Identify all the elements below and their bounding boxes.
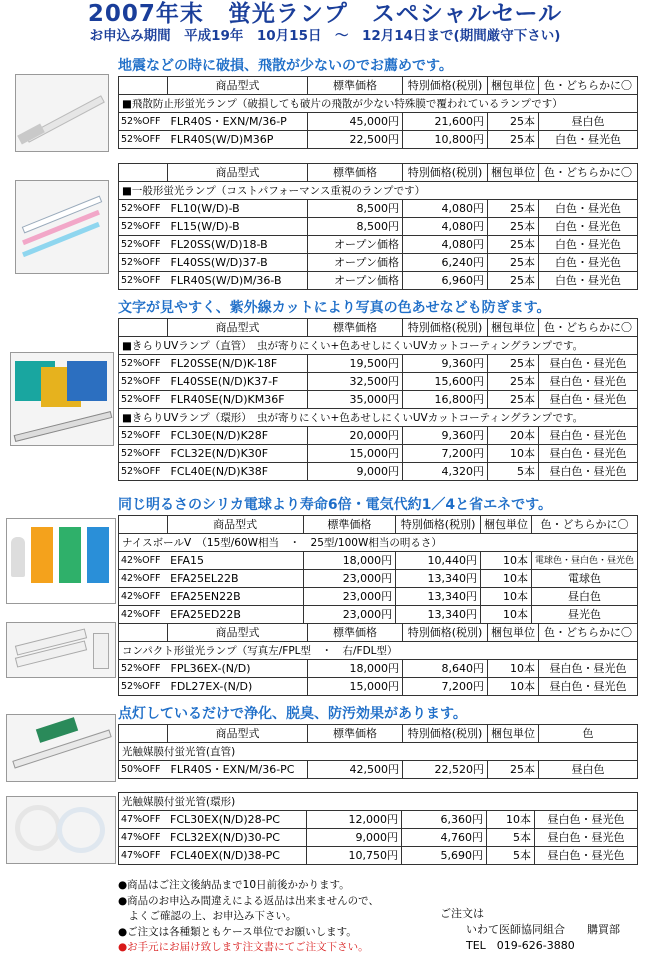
table-row bbox=[119, 445, 638, 463]
contact-block bbox=[440, 906, 620, 954]
discount-label: 52%OFF bbox=[119, 660, 168, 678]
color-options: 白色・昼光色 bbox=[539, 236, 638, 254]
header-model: 商品型式 bbox=[168, 319, 308, 337]
package-unit: 10本 bbox=[487, 811, 535, 829]
special-price: 4,080円 bbox=[403, 236, 488, 254]
discount-label: 42%OFF bbox=[119, 552, 168, 570]
color-options: 電球色 bbox=[531, 570, 637, 588]
header-blank bbox=[119, 516, 168, 534]
contact-tel: TEL 019-626-3880 bbox=[466, 939, 575, 952]
table-row bbox=[119, 427, 638, 445]
discount-label: 52%OFF bbox=[119, 427, 168, 445]
model-number: EFA25ED22B bbox=[167, 606, 303, 624]
model-number: FL15(W/D)-B bbox=[168, 218, 308, 236]
special-price: 6,360円 bbox=[402, 811, 487, 829]
discount-label: 52%OFF bbox=[119, 445, 168, 463]
special-price: 16,800円 bbox=[403, 391, 488, 409]
color-options: 昼白色・昼光色 bbox=[539, 660, 638, 678]
discount-label: 52%OFF bbox=[119, 463, 168, 481]
package-unit: 10本 bbox=[488, 678, 539, 696]
special-price: 13,340円 bbox=[396, 588, 481, 606]
group-note: コンパクト形蛍光ランプ（写真左/FPL型 ・ 右/FDL型） bbox=[119, 642, 638, 660]
standard-price: 35,000円 bbox=[308, 391, 403, 409]
discount-label: 52%OFF bbox=[119, 373, 168, 391]
section-title: 点灯しているだけで浄化、脱臭、防汚効果があります。 bbox=[118, 705, 638, 723]
model-number: EFA25EN22B bbox=[167, 588, 303, 606]
standard-price: 15,000円 bbox=[308, 445, 403, 463]
model-number: FLR40S(W/D)M/36-B bbox=[168, 272, 308, 290]
header-color: 色・どちらかに〇 bbox=[539, 319, 638, 337]
discount-label: 50%OFF bbox=[119, 761, 168, 779]
standard-price: 19,500円 bbox=[308, 355, 403, 373]
package-unit: 25本 bbox=[488, 131, 539, 149]
special-price: 21,600円 bbox=[403, 113, 488, 131]
model-number: FCL30EX(N/D)28-PC bbox=[167, 811, 307, 829]
table-row bbox=[119, 272, 638, 290]
color-options: 昼白色・昼光色 bbox=[539, 391, 638, 409]
package-unit: 10本 bbox=[488, 445, 539, 463]
header-std-price: 標準価格 bbox=[308, 624, 403, 642]
table-header-row bbox=[119, 725, 638, 743]
product-photo-kirari-uv bbox=[10, 352, 114, 446]
special-price: 6,960円 bbox=[403, 272, 488, 290]
group-note: ■一般形蛍光ランプ（コストパフォーマンス重視のランプです） bbox=[119, 182, 638, 200]
group-note: 光触媒膜付蛍光管(直管) bbox=[119, 743, 638, 761]
color-options: 昼白色・昼光色 bbox=[535, 811, 638, 829]
special-price: 13,340円 bbox=[396, 606, 481, 624]
product-photo-compact-lamps bbox=[6, 622, 116, 678]
table-row bbox=[119, 678, 638, 696]
package-unit: 25本 bbox=[488, 272, 539, 290]
discount-label: 42%OFF bbox=[119, 570, 168, 588]
table-row bbox=[119, 218, 638, 236]
package-unit: 10本 bbox=[488, 660, 539, 678]
group-note-row bbox=[119, 534, 638, 552]
color-options: 昼白色・昼光色 bbox=[539, 463, 638, 481]
section-title: 同じ明るさのシリカ電球より寿命6倍・電気代約1／4と省エネです。 bbox=[118, 496, 638, 514]
package-unit: 25本 bbox=[488, 761, 539, 779]
header-special-price: 特別価格(税別) bbox=[403, 624, 488, 642]
discount-label: 52%OFF bbox=[119, 218, 168, 236]
header-std-price: 標準価格 bbox=[303, 516, 396, 534]
table-row bbox=[119, 761, 638, 779]
special-price: 22,520円 bbox=[403, 761, 488, 779]
special-price: 10,440円 bbox=[396, 552, 481, 570]
header-model: 商品型式 bbox=[168, 624, 308, 642]
table-header-row bbox=[119, 77, 638, 95]
header-unit: 梱包単位 bbox=[488, 624, 539, 642]
special-price: 6,240円 bbox=[403, 254, 488, 272]
group-note-row bbox=[119, 409, 638, 427]
package-unit: 20本 bbox=[488, 427, 539, 445]
product-table bbox=[118, 515, 638, 624]
special-price: 9,360円 bbox=[403, 355, 488, 373]
standard-price: 23,000円 bbox=[303, 606, 396, 624]
table-row bbox=[119, 200, 638, 218]
color-options: 昼白色 bbox=[539, 113, 638, 131]
standard-price: 8,500円 bbox=[308, 218, 403, 236]
standard-price: オープン価格 bbox=[308, 254, 403, 272]
package-unit: 25本 bbox=[488, 254, 539, 272]
header-unit: 梱包単位 bbox=[488, 77, 539, 95]
model-number: FL40SS(W/D)37-B bbox=[168, 254, 308, 272]
color-options: 白色・昼光色 bbox=[539, 254, 638, 272]
table-header-row bbox=[119, 516, 638, 534]
table-row bbox=[119, 236, 638, 254]
standard-price: 23,000円 bbox=[303, 588, 396, 606]
color-options: 白色・昼光色 bbox=[539, 200, 638, 218]
order-period: お申込み期間 平成19年 10月15日 ～ 12月14日まで(期間厳守下さい) bbox=[89, 28, 561, 44]
package-unit: 25本 bbox=[488, 355, 539, 373]
color-options: 昼白色・昼光色 bbox=[539, 445, 638, 463]
color-options: 昼光色 bbox=[531, 606, 637, 624]
special-price: 8,640円 bbox=[403, 660, 488, 678]
group-note-row bbox=[119, 95, 638, 113]
color-options: 昼白色・昼光色 bbox=[539, 427, 638, 445]
contact-label: ご注文は bbox=[440, 907, 484, 920]
special-price: 4,760円 bbox=[402, 829, 487, 847]
table-row bbox=[119, 829, 638, 847]
product-photo-photocatalyst-tube bbox=[6, 714, 116, 782]
standard-price: 18,000円 bbox=[303, 552, 396, 570]
model-number: FCL40E(N/D)K38F bbox=[168, 463, 308, 481]
header-special-price: 特別価格(税別) bbox=[403, 725, 488, 743]
color-options: 昼白色・昼光色 bbox=[539, 355, 638, 373]
group-note-row bbox=[119, 743, 638, 761]
group-note: ■きらりUVランプ（直管） 虫が寄りにくい+色あせしにくいUVカットコーティングランプです。 bbox=[119, 337, 638, 355]
table-header-row bbox=[119, 624, 638, 642]
product-photo-circular-tubes bbox=[6, 796, 116, 864]
color-options: 白色・昼光色 bbox=[539, 218, 638, 236]
discount-label: 52%OFF bbox=[119, 200, 168, 218]
header-model: 商品型式 bbox=[168, 725, 308, 743]
model-number: FL40SSE(N/D)K37-F bbox=[168, 373, 308, 391]
discount-label: 52%OFF bbox=[119, 254, 168, 272]
product-table bbox=[118, 724, 638, 779]
model-number: FCL40EX(N/D)38-PC bbox=[167, 847, 307, 865]
package-unit: 25本 bbox=[488, 373, 539, 391]
table-row bbox=[119, 113, 638, 131]
color-options: 昼白色 bbox=[531, 588, 637, 606]
discount-label: 47%OFF bbox=[119, 811, 168, 829]
special-price: 5,690円 bbox=[402, 847, 487, 865]
special-price: 7,200円 bbox=[403, 445, 488, 463]
table-row bbox=[119, 355, 638, 373]
color-options: 昼白色・昼光色 bbox=[535, 847, 638, 865]
product-table bbox=[118, 792, 638, 865]
product-photo-standard-tubes bbox=[15, 180, 109, 274]
model-number: FCL32EX(N/D)30-PC bbox=[167, 829, 307, 847]
model-number: FL20SSE(N/D)K-18F bbox=[168, 355, 308, 373]
page-title: 2007年末 蛍光ランプ スペシャルセール bbox=[87, 1, 563, 27]
header-special-price: 特別価格(税別) bbox=[396, 516, 481, 534]
special-price: 7,200円 bbox=[403, 678, 488, 696]
table-header-row bbox=[119, 164, 638, 182]
standard-price: 42,500円 bbox=[308, 761, 403, 779]
model-number: FCL32E(N/D)K30F bbox=[168, 445, 308, 463]
discount-label: 52%OFF bbox=[119, 272, 168, 290]
discount-label: 42%OFF bbox=[119, 606, 168, 624]
color-options: 電球色・昼白色・昼光色 bbox=[531, 552, 637, 570]
special-price: 4,080円 bbox=[403, 218, 488, 236]
header-blank bbox=[119, 725, 168, 743]
model-number: FDL27EX-(N/D) bbox=[168, 678, 308, 696]
discount-label: 52%OFF bbox=[119, 355, 168, 373]
product-photo-shatterproof-tube bbox=[15, 74, 109, 152]
special-price: 4,320円 bbox=[403, 463, 488, 481]
discount-label: 47%OFF bbox=[119, 847, 168, 865]
group-note-row bbox=[119, 337, 638, 355]
package-unit: 5本 bbox=[487, 829, 535, 847]
discount-label: 52%OFF bbox=[119, 391, 168, 409]
color-options: 昼白色 bbox=[539, 761, 638, 779]
table-row bbox=[119, 463, 638, 481]
table-header-row bbox=[119, 319, 638, 337]
package-unit: 25本 bbox=[488, 236, 539, 254]
header-color: 色・どちらかに〇 bbox=[531, 516, 637, 534]
header-std-price: 標準価格 bbox=[308, 725, 403, 743]
package-unit: 10本 bbox=[480, 552, 531, 570]
discount-label: 52%OFF bbox=[119, 678, 168, 696]
standard-price: 32,500円 bbox=[308, 373, 403, 391]
header-special-price: 特別価格(税別) bbox=[403, 319, 488, 337]
discount-label: 52%OFF bbox=[119, 113, 168, 131]
table-row bbox=[119, 847, 638, 865]
table-row bbox=[119, 373, 638, 391]
standard-price: 9,000円 bbox=[308, 463, 403, 481]
standard-price: オープン価格 bbox=[308, 272, 403, 290]
package-unit: 5本 bbox=[487, 847, 535, 865]
header-unit: 梱包単位 bbox=[488, 164, 539, 182]
footer-red-note: ●お手元にお届け致します注文書にてご注文下さい。 bbox=[118, 941, 369, 953]
special-price: 10,800円 bbox=[403, 131, 488, 149]
product-table bbox=[118, 318, 638, 481]
section-title: 文字が見やすく、紫外線カットにより写真の色あせなども防ぎます。 bbox=[118, 299, 638, 317]
header-blank bbox=[119, 319, 168, 337]
table-row bbox=[119, 552, 638, 570]
standard-price: オープン価格 bbox=[308, 236, 403, 254]
product-table bbox=[118, 163, 638, 290]
table-row bbox=[119, 570, 638, 588]
group-note-row bbox=[119, 182, 638, 200]
standard-price: 12,000円 bbox=[307, 811, 402, 829]
color-options: 昼白色・昼光色 bbox=[535, 829, 638, 847]
footer-note: ●商品はご注文後納品まで10日前後かかります。 bbox=[118, 879, 350, 891]
package-unit: 25本 bbox=[488, 391, 539, 409]
header-unit: 梱包単位 bbox=[488, 319, 539, 337]
header-special-price: 特別価格(税別) bbox=[403, 77, 488, 95]
standard-price: 18,000円 bbox=[308, 660, 403, 678]
package-unit: 25本 bbox=[488, 200, 539, 218]
header-model: 商品型式 bbox=[167, 516, 303, 534]
header-blank bbox=[119, 624, 168, 642]
standard-price: 15,000円 bbox=[308, 678, 403, 696]
header-model: 商品型式 bbox=[168, 77, 308, 95]
header-special-price: 特別価格(税別) bbox=[403, 164, 488, 182]
product-table bbox=[118, 623, 638, 696]
header-unit: 梱包単位 bbox=[480, 516, 531, 534]
product-photo-bulb-boxes bbox=[6, 518, 116, 604]
header-color: 色・どちらかに〇 bbox=[539, 77, 638, 95]
header-std-price: 標準価格 bbox=[308, 164, 403, 182]
standard-price: 20,000円 bbox=[308, 427, 403, 445]
color-options: 白色・昼光色 bbox=[539, 272, 638, 290]
color-options: 昼白色・昼光色 bbox=[539, 678, 638, 696]
standard-price: 8,500円 bbox=[308, 200, 403, 218]
group-note: 光触媒膜付蛍光管(環形) bbox=[119, 793, 638, 811]
model-number: EFA15 bbox=[167, 552, 303, 570]
discount-label: 47%OFF bbox=[119, 829, 168, 847]
model-number: FL20SS(W/D)18-B bbox=[168, 236, 308, 254]
header-color: 色・どちらかに〇 bbox=[539, 164, 638, 182]
package-unit: 25本 bbox=[488, 218, 539, 236]
table-row bbox=[119, 811, 638, 829]
special-price: 4,080円 bbox=[403, 200, 488, 218]
special-price: 15,600円 bbox=[403, 373, 488, 391]
group-note-row bbox=[119, 642, 638, 660]
standard-price: 10,750円 bbox=[307, 847, 402, 865]
special-price: 13,340円 bbox=[396, 570, 481, 588]
header-color: 色 bbox=[539, 725, 638, 743]
product-table bbox=[118, 76, 638, 149]
standard-price: 22,500円 bbox=[308, 131, 403, 149]
model-number: FLR40S・EXN/M/36-PC bbox=[168, 761, 308, 779]
header-unit: 梱包単位 bbox=[488, 725, 539, 743]
group-note: ナイスボールV （15型/60W相当 ・ 25型/100W相当の明るさ） bbox=[119, 534, 638, 552]
header-blank bbox=[119, 164, 168, 182]
footer-notes bbox=[118, 878, 379, 956]
discount-label: 52%OFF bbox=[119, 131, 168, 149]
group-note: ■飛散防止形蛍光ランプ（破損しても破片の飛散が少ない特殊膜で覆われているランプです） bbox=[119, 95, 638, 113]
color-options: 昼白色・昼光色 bbox=[539, 373, 638, 391]
group-note-row bbox=[119, 793, 638, 811]
special-price: 9,360円 bbox=[403, 427, 488, 445]
table-row bbox=[119, 588, 638, 606]
standard-price: 23,000円 bbox=[303, 570, 396, 588]
package-unit: 10本 bbox=[480, 570, 531, 588]
package-unit: 5本 bbox=[488, 463, 539, 481]
package-unit: 25本 bbox=[488, 113, 539, 131]
header-std-price: 標準価格 bbox=[308, 319, 403, 337]
group-note: ■きらりUVランプ（環形） 虫が寄りにくい+色あせしにくいUVカットコーティングランプです。 bbox=[119, 409, 638, 427]
standard-price: 45,000円 bbox=[308, 113, 403, 131]
contact-name: いわて医師協同組合 購買部 bbox=[466, 923, 620, 936]
model-number: FLR40S・EXN/M/36-P bbox=[168, 113, 308, 131]
table-row bbox=[119, 660, 638, 678]
model-number: FL10(W/D)-B bbox=[168, 200, 308, 218]
header-model: 商品型式 bbox=[168, 164, 308, 182]
footer-note: ●ご注文は各種類ともケース単位でお願いします。 bbox=[118, 925, 357, 938]
standard-price: 9,000円 bbox=[307, 829, 402, 847]
table-row bbox=[119, 254, 638, 272]
table-row bbox=[119, 131, 638, 149]
model-number: FPL36EX-(N/D) bbox=[168, 660, 308, 678]
header-color: 色・どちらかに〇 bbox=[539, 624, 638, 642]
color-options: 白色・昼光色 bbox=[539, 131, 638, 149]
discount-label: 42%OFF bbox=[119, 588, 168, 606]
package-unit: 10本 bbox=[480, 588, 531, 606]
header-blank bbox=[119, 77, 168, 95]
section-title: 地震などの時に破損、飛散が少ないのでお薦めです。 bbox=[118, 57, 638, 75]
header-std-price: 標準価格 bbox=[308, 77, 403, 95]
footer-note: ●商品のお申込み間違えによる返品は出来ませんので、 bbox=[118, 894, 379, 907]
model-number: FCL30E(N/D)K28F bbox=[168, 427, 308, 445]
package-unit: 10本 bbox=[480, 606, 531, 624]
table-row bbox=[119, 606, 638, 624]
model-number: FLR40S(W/D)M36P bbox=[168, 131, 308, 149]
discount-label: 52%OFF bbox=[119, 236, 168, 254]
model-number: FLR40SE(N/D)KM36F bbox=[168, 391, 308, 409]
table-row bbox=[119, 391, 638, 409]
footer-note: よくご確認の上、お申込み下さい。 bbox=[118, 910, 297, 922]
model-number: EFA25EL22B bbox=[167, 570, 303, 588]
